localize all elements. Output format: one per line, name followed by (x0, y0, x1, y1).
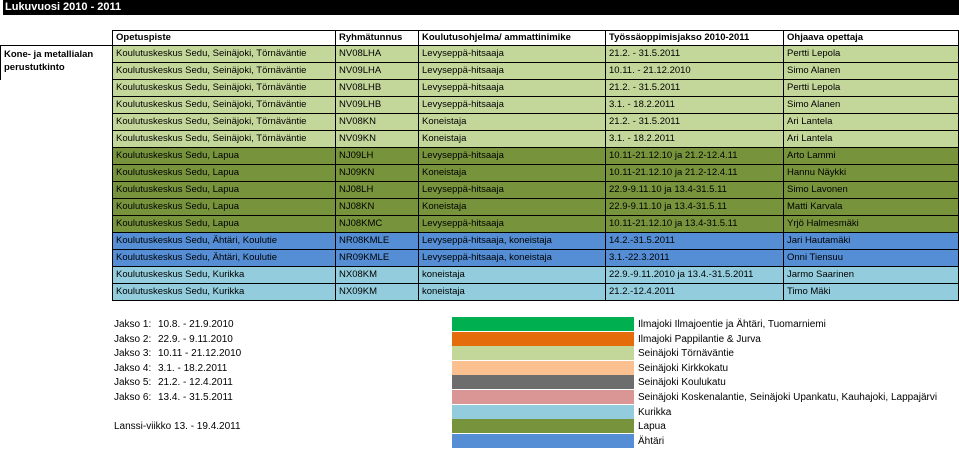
table-cell: 10.11-21.12.10 ja 13.4-31.5.11 (606, 216, 784, 233)
empty-cell (1, 267, 113, 284)
table-cell: Hannu Näykki (784, 165, 959, 182)
table-cell: 3.1. - 18.2.2011 (606, 97, 784, 114)
table-cell: Koulutuskeskus Sedu, Seinäjoki, Törnäväntie (113, 114, 336, 131)
empty-cell (1, 216, 113, 233)
table-cell: Matti Karvala (784, 199, 959, 216)
legend-swatch (452, 375, 634, 389)
table-cell: Onni Tiensuu (784, 250, 959, 267)
empty-cell (1, 284, 113, 301)
empty-cell (1, 80, 113, 97)
period-label: Jakso 5: (114, 377, 152, 388)
table-cell: Yrjö Halmesmäki (784, 216, 959, 233)
period-dates: 13.4. - 31.5.2011 (158, 392, 233, 403)
table-cell: Simo Alanen (784, 97, 959, 114)
table-cell: NV08KN (336, 114, 419, 131)
table-cell: 22.9-9.11.10 ja 13.4-31.5.11 (606, 199, 784, 216)
legend-label: Ilmajoki Ilmajoentie ja Ähtäri, Tuomarniemi (638, 319, 826, 330)
table-cell: Pertti Lepola (784, 46, 959, 63)
table-cell: Koulutuskeskus Sedu, Ähtäri, Koulutie (113, 233, 336, 250)
header-blank (1, 31, 113, 46)
table-cell: koneistaja (419, 284, 606, 301)
legend-label: Ilmajoki Pappilantie & Jurva (638, 333, 761, 345)
degree-name (1, 46, 113, 80)
table-cell: NJ08LH (336, 182, 419, 199)
period-item (114, 333, 233, 347)
table-cell: Koulutuskeskus Sedu, Kurikka (113, 284, 336, 301)
legend-swatch (452, 346, 634, 360)
table-cell: 21.2. - 31.5.2011 (606, 80, 784, 97)
table-cell: Levyseppä-hitsaaja (419, 97, 606, 114)
table-row (1, 131, 959, 148)
period-label: Jakso 2: (114, 334, 152, 345)
table-cell: Timo Mäki (784, 284, 959, 301)
table-cell: Levyseppä-hitsaaja (419, 148, 606, 165)
table-row (1, 233, 959, 250)
table-cell: 21.2.-12.4.2011 (606, 284, 784, 301)
table-cell: 21.2. - 31.5.2011 (606, 114, 784, 131)
period-label: Jakso 1: (114, 319, 152, 330)
period-dates: 22.9. - 9.11.2010 (158, 334, 233, 345)
table-cell: Koulutuskeskus Sedu, Seinäjoki, Törnäväntie (113, 131, 336, 148)
period-dates: 10.11 - 21.12.2010 (158, 348, 242, 359)
legend-label: Ähtäri (638, 435, 665, 447)
table-cell: NJ09LH (336, 148, 419, 165)
period-label: Jakso 6: (114, 392, 152, 403)
period-item (114, 362, 227, 376)
table-cell: NJ08KN (336, 199, 419, 216)
legend-label: Kurikka (638, 406, 672, 418)
empty-cell (1, 114, 113, 131)
table-cell: NV08LHB (336, 80, 419, 97)
table-cell: Levyseppä-hitsaaja (419, 63, 606, 80)
legend-swatch (452, 361, 634, 375)
empty-cell (1, 250, 113, 267)
table-cell: Koulutuskeskus Sedu, Lapua (113, 148, 336, 165)
table-cell: Pertti Lepola (784, 80, 959, 97)
table-cell: Koulutuskeskus Sedu, Lapua (113, 182, 336, 199)
table-cell: NV09LHB (336, 97, 419, 114)
empty-cell (1, 182, 113, 199)
table-cell: koneistaja (419, 267, 606, 284)
period-item (114, 347, 241, 361)
degree-line: Kone- ja metallialan (4, 49, 94, 60)
table-cell: 10.11-21.12.10 ja 21.2-12.4.11 (606, 148, 784, 165)
empty-cell (1, 165, 113, 182)
schedule-table (0, 30, 959, 301)
table-row (1, 250, 959, 267)
table-cell: Koulutuskeskus Sedu, Seinäjoki, Törnäväntie (113, 80, 336, 97)
table-cell: Koulutuskeskus Sedu, Ähtäri, Koulutie (113, 250, 336, 267)
table-cell: 21.2. - 31.5.2011 (606, 46, 784, 63)
empty-cell (1, 233, 113, 250)
table-row (1, 165, 959, 182)
legend-label: Seinäjoki Koulukatu (638, 377, 726, 389)
period-item (114, 391, 233, 405)
period-dates: 21.2. - 12.4.2011 (158, 377, 233, 388)
table-cell: Jarmo Saarinen (784, 267, 959, 284)
table-cell: NX08KM (336, 267, 419, 284)
legend-swatch (452, 317, 634, 331)
legend-label: Lapua (638, 421, 666, 433)
table-row (1, 97, 959, 114)
table-cell: Levyseppä-hitsaaja (419, 80, 606, 97)
table-cell: NX09KM (336, 284, 419, 301)
column-header: Ryhmätunnus (336, 31, 419, 46)
table-cell: Koulutuskeskus Sedu, Kurikka (113, 267, 336, 284)
period-label: Jakso 4: (114, 363, 152, 374)
table-row (1, 182, 959, 199)
legend-label: Seinäjoki Koskenalantie, Seinäjoki Upankatu, Kauhajoki, Lappajärvi (638, 392, 938, 403)
table-row (1, 80, 959, 97)
legend-label: Seinäjoki Törnäväntie (638, 348, 734, 360)
table-header-row (1, 31, 959, 46)
page-title: Lukuvuosi 2010 - 2011 (3, 0, 959, 15)
table-row (1, 46, 959, 63)
table-cell: Jari Hautamäki (784, 233, 959, 250)
table-cell: Simo Lavonen (784, 182, 959, 199)
table-cell: Ari Lantela (784, 131, 959, 148)
empty-cell (1, 97, 113, 114)
empty-cell (1, 199, 113, 216)
column-header: Työssäoppimisjakso 2010-2011 (606, 31, 784, 46)
legend-swatch (452, 434, 634, 448)
table-row (1, 199, 959, 216)
empty-cell (1, 131, 113, 148)
legend-swatch (452, 419, 634, 433)
legend-label: Seinäjoki Kirkkokatu (638, 362, 729, 374)
legend-swatch (452, 405, 634, 419)
table-cell: NV08LHA (336, 46, 419, 63)
table-row (1, 284, 959, 301)
empty-cell (1, 148, 113, 165)
degree-line: perustutkinto (4, 62, 65, 73)
period-dates: 10.8. - 21.9.2010 (158, 319, 234, 330)
table-cell: Levyseppä-hitsaaja (419, 46, 606, 63)
table-row (1, 63, 959, 80)
table-cell: Simo Alanen (784, 63, 959, 80)
table-cell: Koneistaja (419, 131, 606, 148)
table-cell: 3.1. - 18.2.2011 (606, 131, 784, 148)
table-row (1, 216, 959, 233)
table-cell: NV09LHA (336, 63, 419, 80)
table-cell: Koulutuskeskus Sedu, Lapua (113, 216, 336, 233)
legend-swatch (452, 390, 634, 404)
table-cell: Koulutuskeskus Sedu, Seinäjoki, Törnäväntie (113, 63, 336, 80)
lanssi-week: Lanssi-viikko 13. - 19.4.2011 (114, 421, 241, 432)
table-cell: Arto Lammi (784, 148, 959, 165)
table-cell: NJ08KMC (336, 216, 419, 233)
table-cell: Koneistaja (419, 114, 606, 131)
table-row (1, 148, 959, 165)
table-cell: Levyseppä-hitsaaja (419, 182, 606, 199)
period-item (114, 318, 234, 332)
table-row (1, 114, 959, 131)
legend-swatch (452, 332, 634, 346)
table-cell: NV09KN (336, 131, 419, 148)
table-cell: NR09KMLE (336, 250, 419, 267)
period-item (114, 376, 233, 390)
table-cell: 10.11-21.12.10 ja 21.2-12.4.11 (606, 165, 784, 182)
table-cell: Ari Lantela (784, 114, 959, 131)
table-cell: Levyseppä-hitsaaja (419, 216, 606, 233)
table-cell: Koulutuskeskus Sedu, Seinäjoki, Törnäväntie (113, 46, 336, 63)
table-cell: NJ09KN (336, 165, 419, 182)
table-cell: 3.1.-22.3.2011 (606, 250, 784, 267)
table-cell: 14.2.-31.5.2011 (606, 233, 784, 250)
table-cell: Koneistaja (419, 165, 606, 182)
table-cell: Koulutuskeskus Sedu, Seinäjoki, Törnäväntie (113, 97, 336, 114)
table-cell: NR08KMLE (336, 233, 419, 250)
period-label: Jakso 3: (114, 348, 152, 359)
table-cell: 10.11. - 21.12.2010 (606, 63, 784, 80)
table-cell: 22.9-9.11.10 ja 13.4-31.5.11 (606, 182, 784, 199)
column-header: Koulutusohjelma/ ammattinimike (419, 31, 606, 46)
column-header: Opetuspiste (113, 31, 336, 46)
table-cell: Koneistaja (419, 199, 606, 216)
table-cell: Levyseppä-hitsaaja, koneistaja (419, 250, 606, 267)
table-cell: Levyseppä-hitsaaja, koneistaja (419, 233, 606, 250)
table-cell: 22.9.-9.11.2010 ja 13.4.-31.5.2011 (606, 267, 784, 284)
table-row (1, 267, 959, 284)
table-cell: Koulutuskeskus Sedu, Lapua (113, 199, 336, 216)
period-dates: 3.1. - 18.2.2011 (158, 363, 228, 374)
column-header: Ohjaava opettaja (784, 31, 959, 46)
table-cell: Koulutuskeskus Sedu, Lapua (113, 165, 336, 182)
